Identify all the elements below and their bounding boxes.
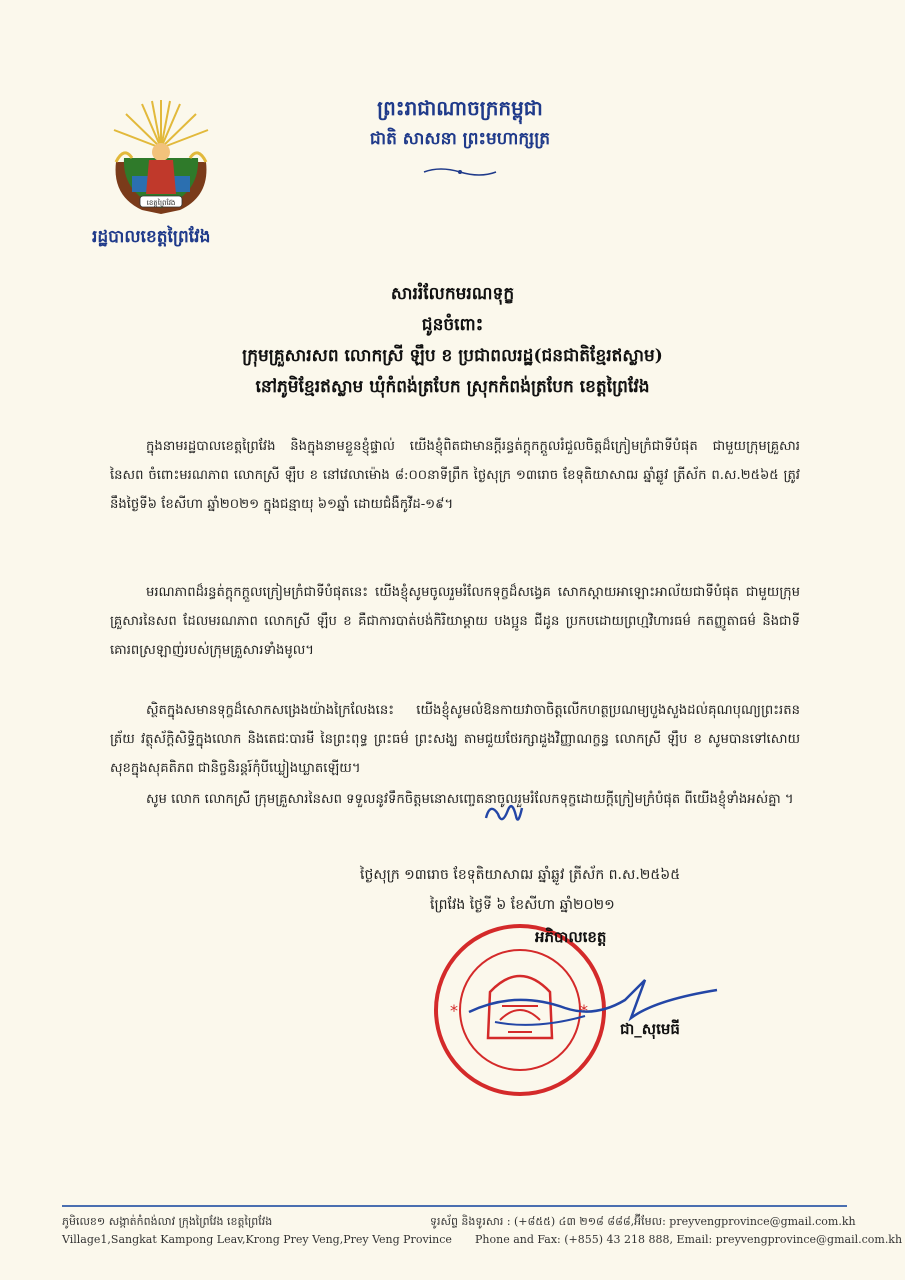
- national-motto: ជាតិ សាសនា ព្រះមហាក្សត្រ: [369, 129, 551, 149]
- organization-name: រដ្ឋបាលខេត្តព្រៃវែង: [92, 227, 211, 247]
- letter-title: សាររំលែកមរណទុក្ខ: [390, 284, 515, 304]
- seal-star-right: *: [580, 1001, 588, 1020]
- signer-title: អភិបាលខេត្ត: [535, 928, 607, 946]
- footer-divider: [62, 1205, 847, 1207]
- body-paragraph-4: សូម លោក លោកស្រី ក្រុមគ្រួសារនៃសព ទទួលនូវទឹកចិត្តមនោសញ្ចេតនាចូលរួមរំលែកទុក្ខដោយក្តីក្រៀមក្រំបំផុត ពីយើងខ្ញុំទាំងអស់គ្នា ។: [146, 792, 794, 807]
- province-emblem-logo: [102, 96, 220, 218]
- handwritten-initials: [480, 796, 526, 832]
- body-paragraph-2: មរណភាពដ៏រន្ធត់ក្តុកក្តួលក្រៀមក្រំជាទីបំផុតនេះ យើងខ្ញុំសូមចូលរួមរំលែកទុក្ខដ៏សង្វេគ សោកស្តាយអាឡោះអាល័យជាទីបំផុត ជាមួយក្រុមគ្រួសារនៃសព ដែលមរណភាព លោកស្រី ឡឹប ខ គឺជាការបាត់បង់កិរិយាម្តាយ បងប្អូន ជីដូន ប្រកបដោយព្រហ្មវិហារធម៌ កតញ្ញូតាធម៌ និងជាទីគោរពស្រឡាញ់របស់ក្រុមគ្រួសារទាំងមូល។: [110, 585, 800, 658]
- signer-name: ជា_សុមេធី: [620, 1020, 680, 1038]
- footer-address-km: ភូមិលេខ១ សង្កាត់កំពង់លាវ ក្រុងព្រៃវែង ខេត្តព្រៃវែង: [62, 1215, 273, 1228]
- emblem-label: ខេត្តព្រៃវែង: [146, 199, 176, 207]
- date-lunar: ថ្ងៃសុក្រ ១៣រោច ខែទុតិយាសាឍ ឆ្នាំឆ្លូវ ត្រីស័ក ព.ស.២៥៦៥: [360, 867, 681, 883]
- governor-signature: [455, 960, 725, 1040]
- footer-contact-km: ទូរស័ព្ទ និងទូរសារ : (+៨៥៥) ៤៣ ២១៨ ៨៨៨,អ៊ីមែល: preyvengprovince@gmail.com.kh: [430, 1215, 856, 1228]
- ornament-divider: [420, 166, 500, 178]
- date-solar: ព្រៃវែង ថ្ងៃទី ៦ ខែសីហា ឆ្នាំ២០២១: [430, 897, 615, 913]
- footer-address-en: Village1,Sangkat Kampong Leav,Krong Prey Veng,Prey Veng Province: [62, 1233, 452, 1246]
- body-paragraph-3: ស្ថិតក្នុងសមានទុក្ខដ៏សោកសង្រេងយ៉ាងក្រៃលែងនេះ យើងខ្ញុំសូមលំឱនកាយវាចាចិត្តលើកហត្ថប្រណម្យបួងសួងដល់គុណបុណ្យព្រះរតនត្រ័យ វត្ថុស័ក្តិសិទ្ធិក្នុងលោក និងតេជៈបារមី នៃព្រះពុទ្ធ ព្រះធម៌ ព្រះសង្ឃ តាមជួយថែរក្សាដួងវិញ្ញាណក្ខន្ធ លោកស្រី ឡឹប ខ សូមបានទៅសោយសុខក្នុងសុគតិភព ជានិច្ចនិរន្តរ៍កុំបីឃ្លៀងឃ្លាតឡើយ។: [110, 703, 800, 776]
- kingdom-heading: ព្រះរាជាណាចក្រកម្ពុជា: [377, 96, 543, 120]
- addressed-to: ជូនចំពោះ: [421, 315, 484, 335]
- recipient-line: ក្រុមគ្រួសារសព លោកស្រី ឡឹប ខ ប្រជាពលរដ្ឋ(ជនជាតិខ្មែរឥស្លាម): [242, 346, 663, 366]
- footer-contact-en: Phone and Fax: (+855) 43 218 888, Email: preyvengprovince@gmail.com.kh: [475, 1233, 903, 1246]
- recipient-location: នៅភូមិខ្មែរឥស្លាម ឃុំកំពង់ត្របែក ស្រុកកំពង់ត្របែក ខេត្តព្រៃវែង: [255, 377, 650, 397]
- body-paragraph-1: ក្នុងនាមរដ្ឋបាលខេត្តព្រៃវែង និងក្នុងនាមខ្លួនខ្ញុំផ្ទាល់ យើងខ្ញុំពិតជាមានក្តីរន្ធត់ក្តុកក្តួលរំជួលចិត្តដ៏ក្រៀមក្រំជាទីបំផុត ជាមួយក្រុមគ្រួសារនៃសព ចំពោះមរណភាព លោកស្រី ឡឹប ខ នៅវេលាម៉ោង ៨:០០នាទីព្រឹក ថ្ងៃសុក្រ ១៣រោច ខែទុតិយាសាឍ ឆ្នាំឆ្លូវ ត្រីស័ក ព.ស.២៥៦៥ ត្រូវនឹងថ្ងៃទី៦ ខែសីហា ឆ្នាំ២០២១ ក្នុងជន្មាយុ ៦១ឆ្នាំ ដោយជំងឺកូវីដ-១៩។: [110, 439, 800, 512]
- seal-star-left: *: [450, 1001, 458, 1020]
